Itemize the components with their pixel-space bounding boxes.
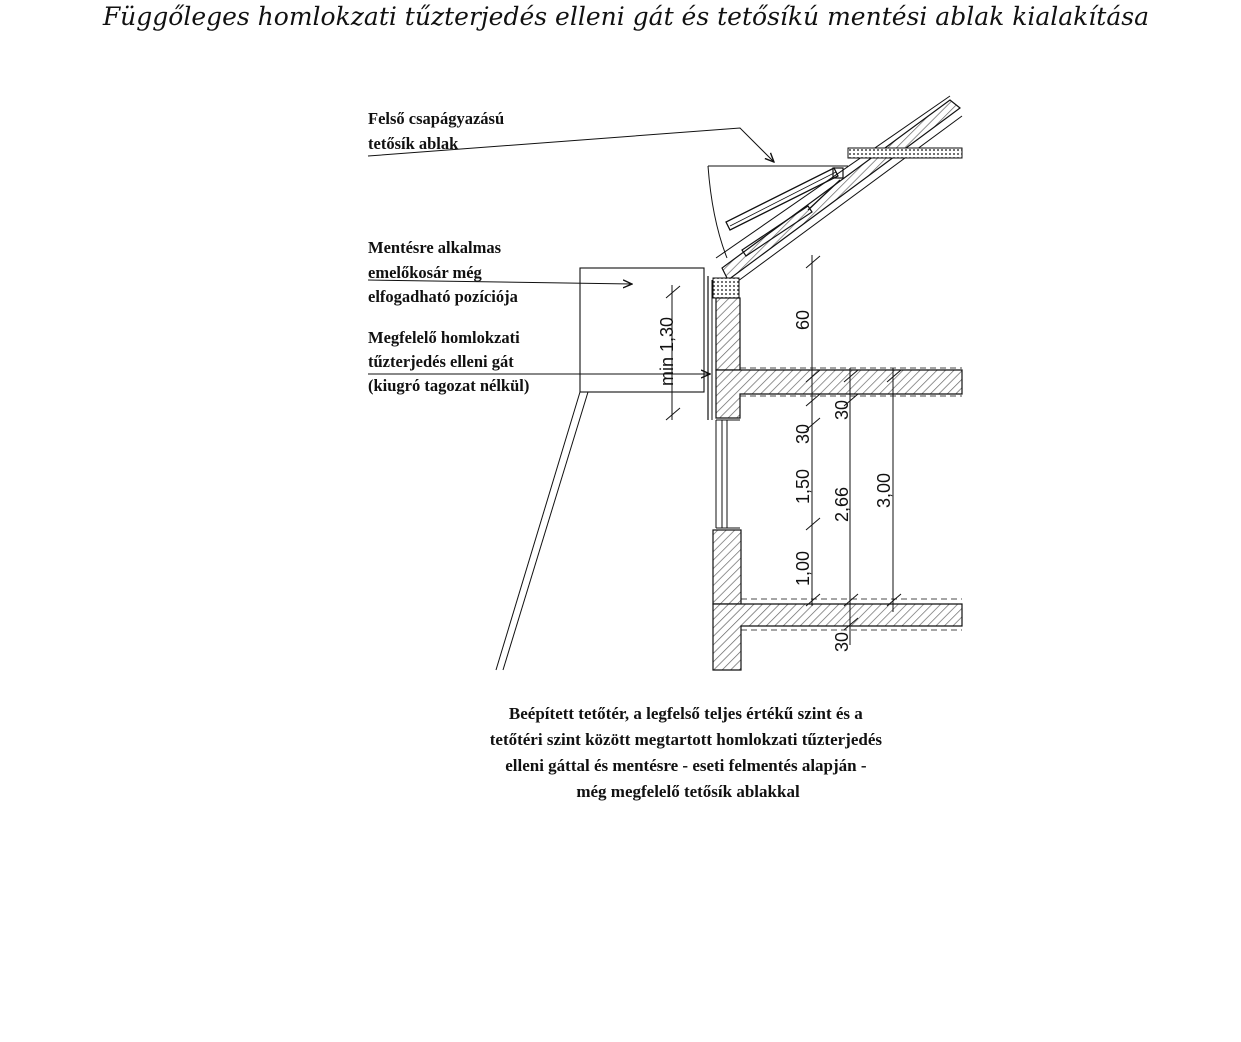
facade-window — [716, 420, 740, 528]
label-rescue-basket: Mentésre alkalmas emelőkosár még elfogadható pozíciója — [368, 238, 518, 306]
dim-30-slab-lower: 30 — [832, 631, 852, 652]
label-roof-window: Felső csapágyazású tetősík ablak — [368, 109, 505, 153]
dim-1-50: 1,50 — [793, 468, 813, 504]
page-title: Függőleges homlokzati tűzterjedés elleni gát és tetősíkú mentési ablak kialakítása — [102, 2, 1149, 31]
dim-60: 60 — [793, 309, 813, 330]
dim-30-slab-upper: 30 — [832, 399, 852, 420]
figure-caption: Beépített tetőtér, a legfelső teljes értékű szint és a tetőtéri szint között megtartott homlokzati tűzterjedés elleni gáttal és mentésre - eseti felmentés alapján - még megfelelő tetősík ablakkal — [489, 704, 883, 801]
dim-30-lintel: 30 — [793, 423, 813, 444]
label-fire-barrier: Megfelelő homlokzati tűzterjedés elleni gát (kiugró tagozat nélkül) — [368, 328, 530, 395]
roof-window — [726, 168, 843, 256]
dim-2-66: 2,66 — [832, 486, 852, 522]
dim-min-height: min 1,30 — [657, 316, 677, 386]
dim-1-00: 1,00 — [793, 550, 813, 586]
dim-3-00: 3,00 — [874, 472, 894, 508]
dimension-lines — [666, 255, 901, 645]
